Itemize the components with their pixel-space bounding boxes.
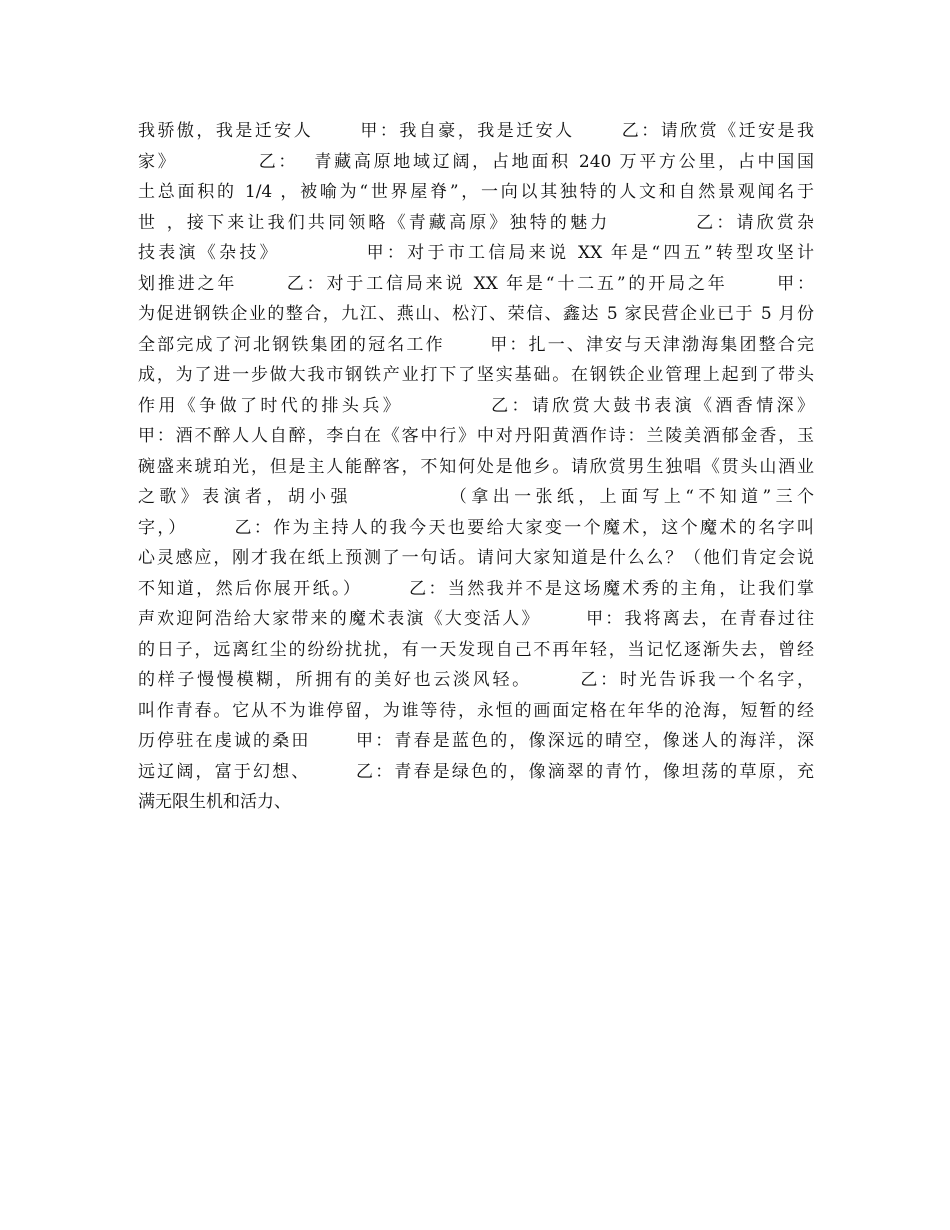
text-line: 心灵感应，刚才我在纸上预测了一句话。请问大家知道是什么么？（他们肯定会说 (138, 548, 814, 568)
text-line: 字，） 乙：作为主持人的我今天也要给大家变一个魔术，这个魔术的名字叫 (138, 517, 814, 538)
text-line: 成，为了进一步做大我市钢铁产业打下了坚实基础。在钢铁企业管理上起到了带头 (138, 365, 814, 385)
text-line: 不知道，然后你展开纸。） 乙：当然我并不是这场魔术秀的主角，让我们掌 (138, 578, 814, 599)
text-line: 叫作青春。它从不为谁停留，为谁等待，永恒的画面定格在年华的沧海，短暂的经 (138, 700, 814, 721)
text-line: 我骄傲，我是迁安人 甲：我自豪，我是迁安人 乙：请欣赏《迁安是我 (138, 121, 814, 141)
text-line: 之歌》表演者，胡小强 （拿出一张纸，上面写上“不知道”三个 (138, 487, 814, 507)
text-line: 划推进之年 乙：对于工信局来说 XX 年是“十二五”的开局之年 甲： (138, 273, 814, 294)
document-body (138, 116, 814, 818)
text-line: 为促进钢铁企业的整合，九江、燕山、松汀、荣信、鑫达 5 家民营企业已于 5 月份 (138, 304, 814, 324)
text-line: 碗盛来琥珀光，但是主人能醉客，不知何处是他乡。请欣赏男生独唱《贯头山酒业 (138, 456, 814, 477)
text-line: 的样子慢慢模糊，所拥有的美好也云淡风轻。 乙：时光告诉我一个名字， (138, 670, 814, 690)
text-line: 技表演《杂技》 甲：对于市工信局来说 XX 年是“四五”转型攻坚计 (138, 243, 814, 263)
text-line: 的日子，远离红尘的纷纷扰扰，有一天发现自己不再年轻，当记忆逐渐失去，曾经 (138, 639, 814, 660)
text-line: 作用《争做了时代的排头兵》 乙：请欣赏大鼓书表演《酒香情深》 (138, 395, 814, 416)
text-line: 全部完成了河北钢铁集团的冠名工作 甲：扎一、津安与天津渤海集团整合完 (138, 334, 814, 355)
text-line: 声欢迎阿浩给大家带来的魔术表演《大变活人》 甲：我将离去，在青春过往 (138, 609, 814, 629)
text-line: 世 ，接下来让我们共同领略《青藏高原》独特的魅力 乙：请欣赏杂 (138, 212, 814, 233)
text-line: 土总面积的 1/4 ，被喻为“世界屋脊”，一向以其独特的人文和自然景观闻名于 (138, 182, 814, 202)
text-line: 甲：酒不醉人人自醉，李白在《客中行》中对丹阳黄酒作诗：兰陵美酒郁金香，玉 (138, 426, 814, 446)
text-line: 历停驻在虔诚的桑田 甲：青春是蓝色的，像深远的晴空，像迷人的海洋，深 (138, 731, 814, 751)
text-line: 远辽阔，富于幻想、 乙：青春是绿色的，像滴翠的青竹，像坦荡的草原，充 (138, 761, 814, 782)
text-line: 家》 乙： 青藏高原地域辽阔，占地面积 240 万平方公里，占中国国 (138, 151, 814, 172)
text-line: 满无限生机和活力、 (138, 792, 291, 812)
